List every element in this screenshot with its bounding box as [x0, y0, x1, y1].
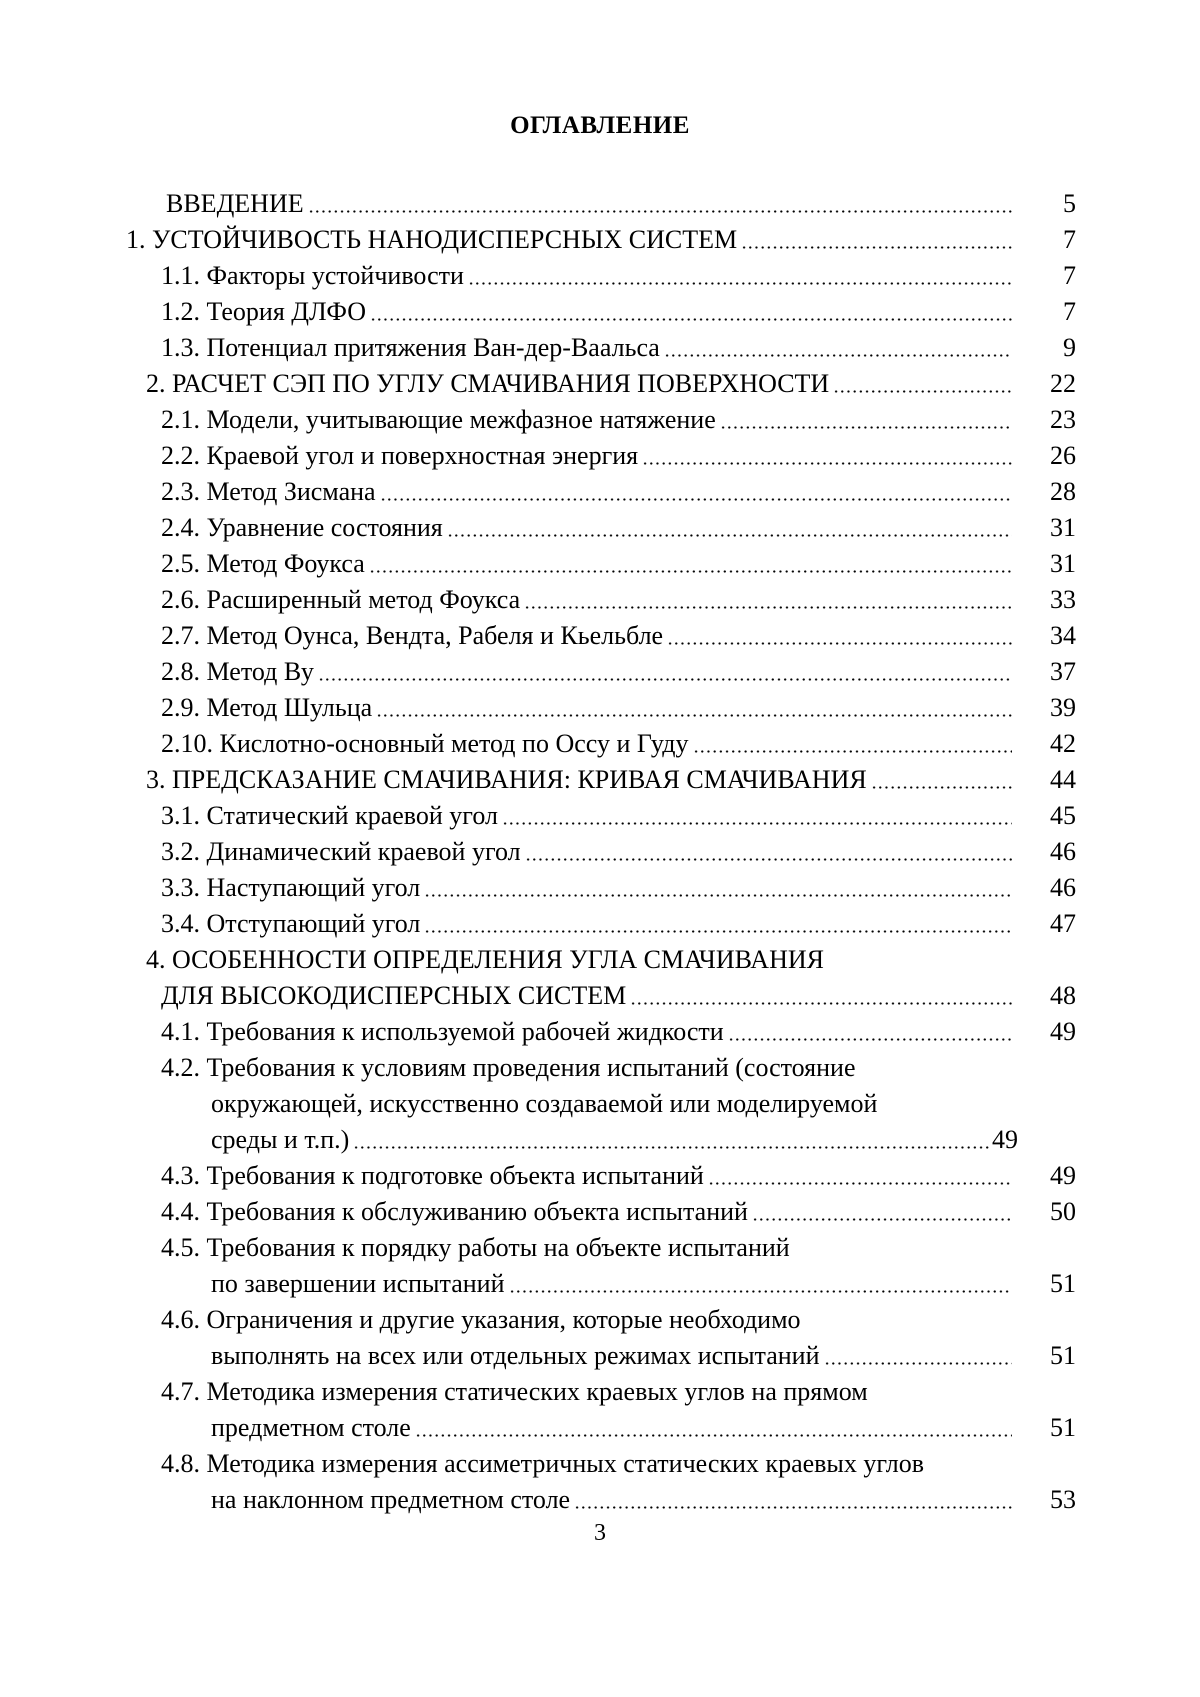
leader-dots	[447, 534, 1012, 537]
leader-dots	[708, 1182, 1012, 1185]
toc-entry-page: 23	[1050, 405, 1076, 434]
toc-entry	[0, 762, 1200, 798]
leader-dots	[370, 318, 1012, 321]
toc-entry-page: 51	[1050, 1341, 1076, 1370]
toc-entry	[0, 942, 1200, 978]
toc-entry-text: 2.4. Уравнение состояния	[161, 513, 443, 542]
toc-entry	[0, 690, 1200, 726]
leader-dots	[664, 354, 1012, 357]
toc-entry	[0, 906, 1200, 942]
toc-entry-page: 34	[1050, 621, 1076, 650]
toc-entry-page: 7	[1063, 297, 1076, 326]
toc-entry-text: 2.5. Метод Фоукса	[161, 549, 365, 578]
toc-entry-text: 2.3. Метод Зисмана	[161, 477, 376, 506]
leader-dots	[369, 570, 1012, 573]
leader-dots	[630, 1002, 1012, 1005]
toc-entry	[0, 1014, 1200, 1050]
toc-entry-page: 49	[1050, 1017, 1076, 1046]
toc-entry	[0, 222, 1200, 258]
toc-entry	[0, 870, 1200, 906]
leader-dots	[667, 642, 1012, 645]
toc-entry-text: 1.2. Теория ДЛФО	[161, 297, 366, 326]
toc-entry-page: 33	[1050, 585, 1076, 614]
leader-dots	[318, 678, 1012, 681]
toc-entry-page: 7	[1063, 225, 1076, 254]
toc-entry-page: 49	[1050, 1161, 1076, 1190]
toc-entry-text: 2.2. Краевой угол и поверхностная энергия	[161, 441, 639, 470]
toc-entry-text: 4. ОСОБЕННОСТИ ОПРЕДЕЛЕНИЯ УГЛА СМАЧИВАНИЯ	[146, 945, 824, 974]
leader-dots	[376, 714, 1012, 717]
toc-entry	[0, 726, 1200, 762]
toc-entry	[0, 1338, 1200, 1374]
toc-entry-text: на наклонном предметном столе	[211, 1485, 571, 1514]
toc-entry-page: 5	[1063, 189, 1076, 218]
leader-dots	[308, 210, 1012, 213]
leader-dots	[720, 426, 1012, 429]
toc-entry-text: 2. РАСЧЕТ СЭП ПО УГЛУ СМАЧИВАНИЯ ПОВЕРХНОСТИ	[146, 369, 830, 398]
toc-entry-text: 2.1. Модели, учитывающие межфазное натяжение	[161, 405, 716, 434]
leader-dots	[574, 1506, 1012, 1509]
toc-entry-text: 3. ПРЕДСКАЗАНИЕ СМАЧИВАНИЯ: КРИВАЯ СМАЧИВАНИЯ	[146, 765, 867, 794]
leader-dots	[824, 1362, 1012, 1365]
toc-entry	[0, 1230, 1200, 1266]
toc-entry-text: окружающей, искусственно создаваемой или моделируемой	[211, 1089, 878, 1118]
toc-entry-page: 31	[1050, 549, 1076, 578]
table-of-contents	[0, 186, 1200, 1518]
toc-entry	[0, 474, 1200, 510]
toc-entry-text: 2.8. Метод Ву	[161, 657, 314, 686]
toc-entry-page: 47	[1050, 909, 1076, 938]
toc-entry-text: 2.10. Кислотно-основный метод по Оссу и Гуду	[161, 729, 689, 758]
leader-dots	[415, 1434, 1012, 1437]
toc-entry-page: 45	[1050, 801, 1076, 830]
toc-entry-page: 44	[1050, 765, 1076, 794]
leader-dots	[871, 786, 1012, 789]
toc-entry	[0, 1302, 1200, 1338]
toc-entry-page: 28	[1050, 477, 1076, 506]
toc-entry	[0, 294, 1200, 330]
toc-entry	[0, 546, 1200, 582]
toc-entry-page: 48	[1050, 981, 1076, 1010]
toc-entry-text: 3.1. Статический краевой угол	[161, 801, 498, 830]
toc-entry	[0, 978, 1200, 1014]
toc-entry	[0, 1374, 1200, 1410]
toc-entry-text: по завершении испытаний	[211, 1269, 505, 1298]
toc-entry-text: ДЛЯ ВЫСОКОДИСПЕРСНЫХ СИСТЕМ	[161, 981, 627, 1010]
toc-entry	[0, 186, 1200, 222]
toc-entry-page: 7	[1063, 261, 1076, 290]
toc-entry-page: 9	[1063, 333, 1076, 362]
toc-entry	[0, 654, 1200, 690]
toc-entry-text: 1. УСТОЙЧИВОСТЬ НАНОДИСПЕРСНЫХ СИСТЕМ	[126, 225, 738, 254]
toc-entry	[0, 510, 1200, 546]
toc-entry	[0, 1266, 1200, 1302]
leader-dots	[424, 894, 1012, 897]
toc-entry-text: 1.3. Потенциал притяжения Ван-дер-Ваальса	[161, 333, 660, 362]
leader-dots	[642, 462, 1012, 465]
toc-entry-text: 4.2. Требования к условиям проведения испытаний (состояние	[161, 1053, 856, 1082]
leader-dots	[833, 390, 1012, 393]
toc-entry-page: 50	[1050, 1197, 1076, 1226]
toc-entry	[0, 258, 1200, 294]
toc-entry	[0, 1122, 1200, 1158]
toc-entry-text: 3.3. Наступающий угол	[161, 873, 421, 902]
toc-entry	[0, 366, 1200, 402]
toc-entry	[0, 618, 1200, 654]
toc-entry-text: 4.6. Ограничения и другие указания, которые необходимо	[161, 1305, 801, 1334]
leader-dots	[353, 1146, 990, 1149]
toc-entry-text: выполнять на всех или отдельных режимах испытаний	[211, 1341, 820, 1370]
leader-dots	[380, 498, 1012, 501]
toc-entry-text: 2.6. Расширенный метод Фоукса	[161, 585, 521, 614]
leader-dots	[525, 858, 1012, 861]
toc-entry-text: 2.7. Метод Оунса, Вендта, Рабеля и Кьельбле	[161, 621, 664, 650]
toc-entry-text: 4.5. Требования к порядку работы на объекте испытаний	[161, 1233, 790, 1262]
toc-entry	[0, 1158, 1200, 1194]
page-title: ОГЛАВЛЕНИЕ	[510, 112, 690, 139]
leader-dots	[424, 930, 1012, 933]
leader-dots	[752, 1218, 1012, 1221]
toc-entry-page: 46	[1050, 837, 1076, 866]
toc-entry-text: ВВЕДЕНИЕ	[166, 189, 304, 218]
toc-entry-page: 37	[1050, 657, 1076, 686]
toc-entry-text: 4.7. Методика измерения статических краевых углов на прямом	[161, 1377, 868, 1406]
toc-entry-text: 4.3. Требования к подготовке объекта испытаний	[161, 1161, 704, 1190]
toc-entry	[0, 582, 1200, 618]
toc-entry-text: 4.4. Требования к обслуживанию объекта испытаний	[161, 1197, 748, 1226]
leader-dots	[693, 750, 1012, 753]
toc-entry-page: 51	[1050, 1413, 1076, 1442]
toc-entry	[0, 1410, 1200, 1446]
toc-entry-page: 42	[1050, 729, 1076, 758]
toc-entry	[0, 1482, 1200, 1518]
toc-entry	[0, 438, 1200, 474]
toc-entry-page: 53	[1050, 1485, 1076, 1514]
toc-entry	[0, 834, 1200, 870]
toc-entry-page: 46	[1050, 873, 1076, 902]
toc-entry	[0, 1194, 1200, 1230]
toc-entry	[0, 330, 1200, 366]
toc-entry	[0, 402, 1200, 438]
toc-entry-text: 4.8. Методика измерения ассиметричных статических краевых углов	[161, 1449, 924, 1478]
leader-dots	[509, 1290, 1012, 1293]
toc-entry	[0, 798, 1200, 834]
toc-entry-page: 39	[1050, 693, 1076, 722]
toc-entry-page: 51	[1050, 1269, 1076, 1298]
toc-entry-text: предметном столе	[211, 1413, 411, 1442]
toc-entry-text: 3.2. Динамический краевой угол	[161, 837, 521, 866]
toc-entry	[0, 1050, 1200, 1086]
page-number: 3	[594, 1520, 606, 1546]
leader-dots	[741, 246, 1012, 249]
leader-dots	[468, 282, 1012, 285]
toc-entry-page: 22	[1050, 369, 1076, 398]
leader-dots	[728, 1038, 1012, 1041]
toc-entry-text: 4.1. Требования к используемой рабочей жидкости	[161, 1017, 724, 1046]
leader-dots	[524, 606, 1012, 609]
toc-entry-page: 26	[1050, 441, 1076, 470]
toc-entry	[0, 1086, 1200, 1122]
toc-entry	[0, 1446, 1200, 1482]
toc-entry-text: 2.9. Метод Шульца	[161, 693, 373, 722]
toc-entry-page: 49	[992, 1125, 1018, 1154]
leader-dots	[502, 822, 1012, 825]
toc-entry-text: 1.1. Факторы устойчивости	[161, 261, 464, 290]
toc-entry-text: 3.4. Отступающий угол	[161, 909, 421, 938]
toc-entry-page: 31	[1050, 513, 1076, 542]
toc-entry-text: среды и т.п.)	[211, 1125, 350, 1154]
